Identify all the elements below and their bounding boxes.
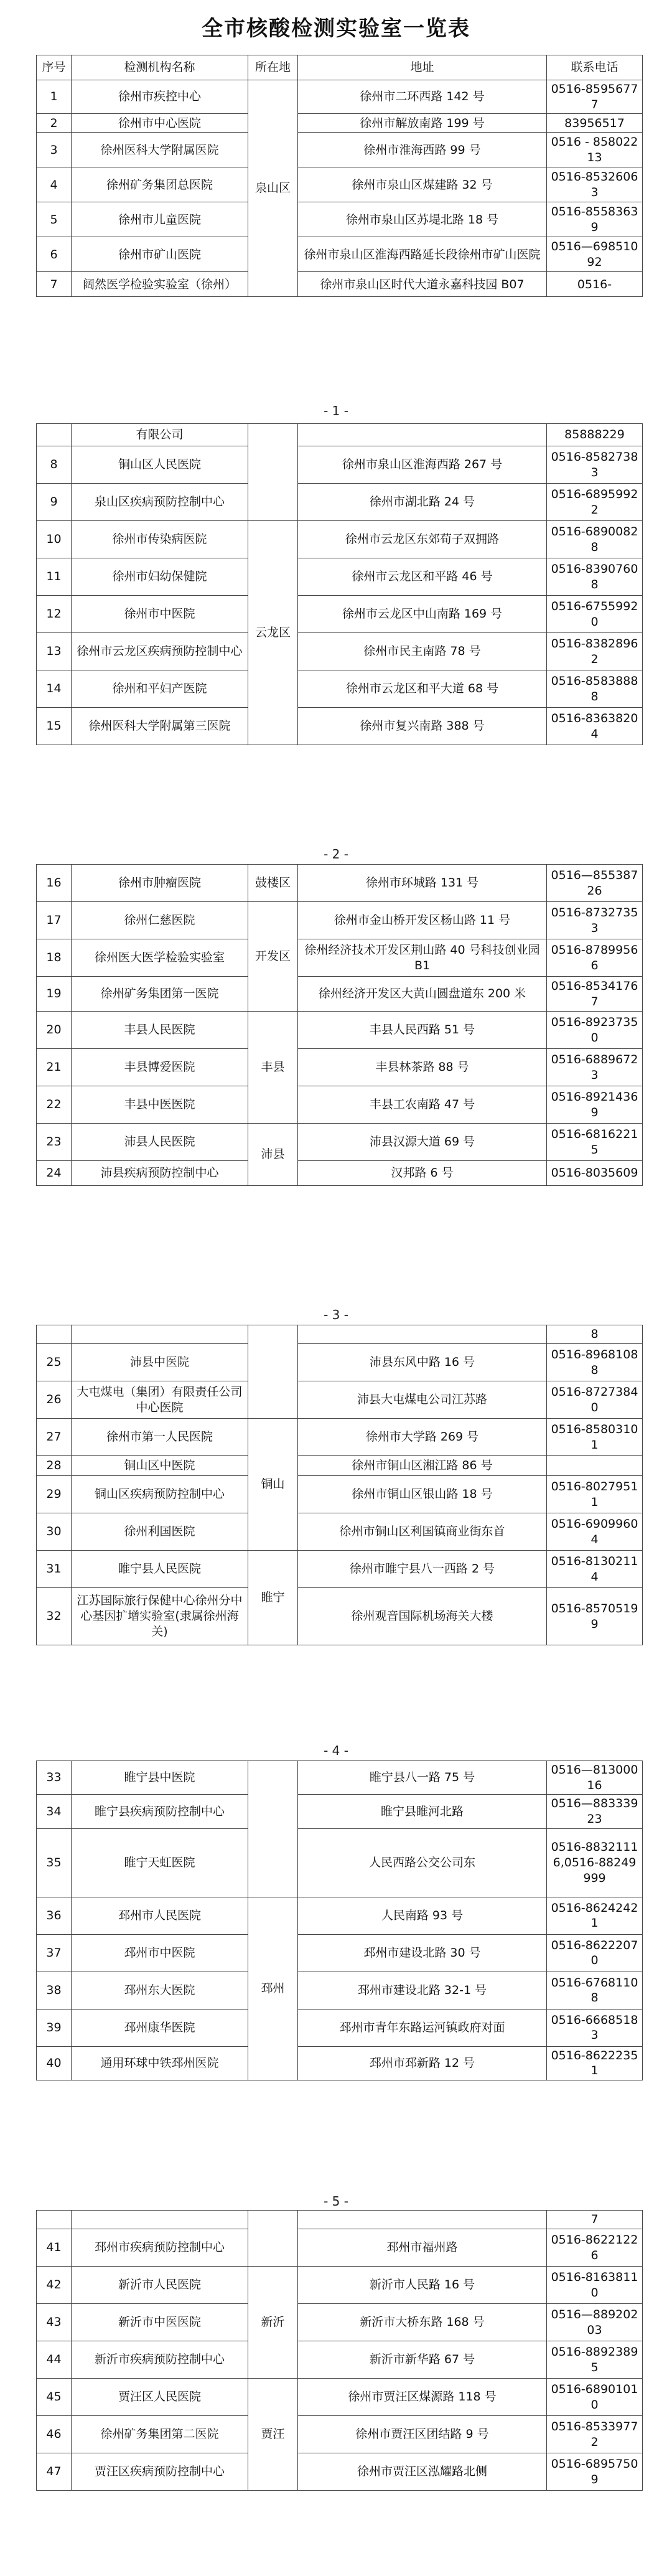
region-cell: 鼓楼区 <box>248 865 298 902</box>
table-row <box>37 1795 643 1828</box>
lab-table <box>36 2210 643 2491</box>
region-cell: 云龙区 <box>248 521 298 745</box>
row-number: 39 <box>37 2009 72 2046</box>
header-cell: 地址 <box>298 55 547 80</box>
table-row <box>37 1161 643 1186</box>
table-row <box>37 1325 643 1344</box>
address: 徐州市复兴南路 388 号 <box>298 708 547 745</box>
address: 新沂市人民路 16 号 <box>298 2267 547 2304</box>
table-row <box>37 2046 643 2080</box>
region-cell <box>248 2211 298 2267</box>
address: 丰县人民西路 51 号 <box>298 1012 547 1049</box>
phone-number: 0516-81302114 <box>547 1551 643 1588</box>
institution-name: 徐州医科大学附属第三医院 <box>72 708 248 745</box>
table-row <box>37 902 643 939</box>
institution-name: 丰县人民医院 <box>72 1012 248 1049</box>
table-row <box>37 1972 643 2009</box>
address: 徐州市泉山区淮海西路 267 号 <box>298 446 547 484</box>
table-section <box>36 55 642 297</box>
address: 沛县汉源大道 69 号 <box>298 1124 547 1161</box>
institution-name: 睢宁县人民医院 <box>72 1551 248 1588</box>
row-number <box>37 2211 72 2229</box>
row-number: 2 <box>37 114 72 133</box>
row-number: 38 <box>37 1972 72 2009</box>
table-header-row <box>37 55 643 80</box>
address: 邳州市福州路 <box>298 2229 547 2267</box>
institution-name: 江苏国际旅行保健中心徐州分中心基因扩增实验室(隶属徐州海关) <box>72 1588 248 1645</box>
row-number: 18 <box>37 939 72 977</box>
address: 徐州市贾汪区煤源路 118 号 <box>298 2379 547 2416</box>
address: 徐州市大学路 269 号 <box>298 1419 547 1456</box>
row-number: 16 <box>37 865 72 902</box>
phone-number <box>547 1456 643 1476</box>
phone-number: 0516-80279511 <box>547 1476 643 1513</box>
table-row <box>37 80 643 114</box>
row-number <box>37 1325 72 1344</box>
institution-name <box>72 1325 248 1344</box>
row-number: 40 <box>37 2046 72 2080</box>
row-number: 47 <box>37 2453 72 2491</box>
table-row <box>37 1513 643 1551</box>
row-number: 33 <box>37 1761 72 1795</box>
row-number: 43 <box>37 2304 72 2341</box>
lab-table <box>36 1760 643 2080</box>
header-cell: 联系电话 <box>547 55 643 80</box>
table-row <box>37 2341 643 2379</box>
table-row <box>37 2379 643 2416</box>
header-cell: 所在地 <box>248 55 298 80</box>
phone-number: 0516-85838888 <box>547 670 643 708</box>
region-cell: 铜山 <box>248 1419 298 1551</box>
row-number: 21 <box>37 1049 72 1086</box>
table-row <box>37 865 643 902</box>
institution-name: 新沂市中医医院 <box>72 2304 248 2341</box>
address: 丰县工农南路 47 号 <box>298 1086 547 1124</box>
address: 徐州市云龙区东郊荀子双拥路 <box>298 521 547 558</box>
lab-table <box>36 55 643 297</box>
phone-number: 0516-8035609 <box>547 1161 643 1186</box>
page-number: - 3 - <box>324 1307 348 1322</box>
table-row <box>37 237 643 272</box>
phone-number: 0516-83828962 <box>547 633 643 670</box>
address: 徐州市睢宁县八一西路 2 号 <box>298 1551 547 1588</box>
institution-name: 徐州医大医学检验实验室 <box>72 939 248 977</box>
phone-number: 0516-68900828 <box>547 521 643 558</box>
row-number: 45 <box>37 2379 72 2416</box>
address: 邳州市建设北路 32-1 号 <box>298 1972 547 2009</box>
row-number: 3 <box>37 133 72 167</box>
institution-name: 通用环球中铁邳州医院 <box>72 2046 248 2080</box>
institution-name: 徐州市妇幼保健院 <box>72 558 248 596</box>
address: 徐州经济开发区大黄山圆盘道东 200 米 <box>298 977 547 1012</box>
address: 人民南路 93 号 <box>298 1897 547 1934</box>
header-cell: 序号 <box>37 55 72 80</box>
row-number: 27 <box>37 1419 72 1456</box>
institution-name: 徐州市肿瘤医院 <box>72 865 248 902</box>
row-number: 8 <box>37 446 72 484</box>
phone-number: 0516-85705199 <box>547 1588 643 1645</box>
table-section <box>36 864 642 1186</box>
address: 人民西路公交公司东 <box>298 1828 547 1897</box>
region-cell <box>248 1325 298 1419</box>
phone-number: 0516-89681088 <box>547 1344 643 1381</box>
row-number: 24 <box>37 1161 72 1186</box>
row-number <box>37 424 72 446</box>
institution-name: 贾汪区疾病预防控制中心 <box>72 2453 248 2491</box>
phone-number: 0516-69099604 <box>547 1513 643 1551</box>
phone-number: 0516-87327353 <box>547 902 643 939</box>
region-cell <box>248 1761 298 1897</box>
row-number: 36 <box>37 1897 72 1934</box>
phone-number: 0516 - 85802213 <box>547 133 643 167</box>
phone-number: 85888229 <box>547 424 643 446</box>
address: 徐州市泉山区煤建路 32 号 <box>298 167 547 202</box>
institution-name: 大屯煤电（集团）有限责任公司中心医院 <box>72 1381 248 1419</box>
page-number: - 2 - <box>324 847 348 862</box>
address: 徐州市云龙区和平大道 68 号 <box>298 670 547 708</box>
row-number: 31 <box>37 1551 72 1588</box>
phone-number: 7 <box>547 2211 643 2229</box>
table-section <box>36 2210 642 2491</box>
phone-number: 0516-83638204 <box>547 708 643 745</box>
address: 邳州市建设北路 30 号 <box>298 1934 547 1972</box>
institution-name: 睢宁县中医院 <box>72 1761 248 1795</box>
address: 睢宁县睢河北路 <box>298 1795 547 1828</box>
institution-name: 沛县人民医院 <box>72 1124 248 1161</box>
phone-number: 0516—69851092 <box>547 237 643 272</box>
row-number: 44 <box>37 2341 72 2379</box>
phone-number: 0516-86221226 <box>547 2229 643 2267</box>
row-number: 12 <box>37 596 72 633</box>
institution-name: 徐州矿务集团总医院 <box>72 167 248 202</box>
region-cell: 邳州 <box>248 1897 298 2080</box>
table-row <box>37 1381 643 1419</box>
institution-name: 新沂市人民医院 <box>72 2267 248 2304</box>
table-row <box>37 633 643 670</box>
table-row <box>37 2211 643 2229</box>
address: 沛县大屯煤电公司江苏路 <box>298 1381 547 1419</box>
table-row <box>37 1419 643 1456</box>
phone-number: 0516-85341767 <box>547 977 643 1012</box>
phone-number: 0516-88321116,0516-88249999 <box>547 1828 643 1897</box>
address: 邳州市邳新路 12 号 <box>298 2046 547 2080</box>
phone-number: 0516-85956777 <box>547 80 643 114</box>
row-number: 30 <box>37 1513 72 1551</box>
page-number: - 4 - <box>324 1743 348 1758</box>
phone-number: 83956517 <box>547 114 643 133</box>
institution-name: 铜山区疾病预防控制中心 <box>72 1476 248 1513</box>
institution-name: 有限公司 <box>72 424 248 446</box>
institution-name: 丰县博爱医院 <box>72 1049 248 1086</box>
address: 徐州市泉山区淮海西路延长段徐州市矿山医院 <box>298 237 547 272</box>
institution-name: 徐州医科大学附属医院 <box>72 133 248 167</box>
table-row <box>37 2267 643 2304</box>
row-number: 5 <box>37 202 72 237</box>
table-row <box>37 558 643 596</box>
row-number: 1 <box>37 80 72 114</box>
lab-table <box>36 864 643 1186</box>
table-section <box>36 423 642 745</box>
region-cell <box>248 424 298 521</box>
row-number: 23 <box>37 1124 72 1161</box>
row-number: 37 <box>37 1934 72 1972</box>
address: 徐州市金山桥开发区杨山路 11 号 <box>298 902 547 939</box>
phone-number: 0516-85827383 <box>547 446 643 484</box>
table-row <box>37 446 643 484</box>
address: 汉邦路 6 号 <box>298 1161 547 1186</box>
page-number: - 1 - <box>324 403 348 418</box>
institution-name: 邳州康华医院 <box>72 2009 248 2046</box>
row-number: 17 <box>37 902 72 939</box>
row-number: 14 <box>37 670 72 708</box>
table-row <box>37 1551 643 1588</box>
table-row <box>37 596 643 633</box>
table-row <box>37 1049 643 1086</box>
phone-number: 0516-85583639 <box>547 202 643 237</box>
phone-number: 0516-67681108 <box>547 1972 643 2009</box>
institution-name: 泉山区疾病预防控制中心 <box>72 484 248 521</box>
phone-number: 0516-68896723 <box>547 1049 643 1086</box>
region-cell: 开发区 <box>248 902 298 1012</box>
address: 丰县林茶路 88 号 <box>298 1049 547 1086</box>
table-row <box>37 484 643 521</box>
phone-number: 0516—81300016 <box>547 1761 643 1795</box>
address: 徐州市贾汪区团结路 9 号 <box>298 2416 547 2453</box>
phone-number: 0516-87899566 <box>547 939 643 977</box>
row-number: 7 <box>37 272 72 297</box>
address: 徐州市泉山区苏堤北路 18 号 <box>298 202 547 237</box>
row-number: 34 <box>37 1795 72 1828</box>
table-row <box>37 1012 643 1049</box>
region-cell: 泉山区 <box>248 80 298 297</box>
phone-number: 0516-83907608 <box>547 558 643 596</box>
phone-number: 0516—88333923 <box>547 1795 643 1828</box>
table-row <box>37 2304 643 2341</box>
institution-name: 徐州市疾控中心 <box>72 80 248 114</box>
page-title: 全市核酸检测实验室一览表 <box>202 16 470 41</box>
phone-number: 0516-85339772 <box>547 2416 643 2453</box>
institution-name: 徐州仁慈医院 <box>72 902 248 939</box>
address: 徐州市环城路 131 号 <box>298 865 547 902</box>
phone-number: 0516-88923895 <box>547 2341 643 2379</box>
address: 徐州市云龙区中山南路 169 号 <box>298 596 547 633</box>
phone-number: 0516-66685183 <box>547 2009 643 2046</box>
row-number: 28 <box>37 1456 72 1476</box>
row-number: 15 <box>37 708 72 745</box>
row-number: 19 <box>37 977 72 1012</box>
row-number: 6 <box>37 237 72 272</box>
phone-number: 0516—88920203 <box>547 2304 643 2341</box>
phone-number: 0516-67559920 <box>547 596 643 633</box>
address: 徐州市铜山区湘江路 86 号 <box>298 1456 547 1476</box>
address <box>298 1325 547 1344</box>
table-row <box>37 1124 643 1161</box>
table-row <box>37 1897 643 1934</box>
header-cell: 检测机构名称 <box>72 55 248 80</box>
row-number: 32 <box>37 1588 72 1645</box>
page-number: - 5 - <box>324 2194 348 2209</box>
table-row <box>37 1934 643 1972</box>
phone-number: 0516-85326063 <box>547 167 643 202</box>
address: 徐州市铜山区银山路 18 号 <box>298 1476 547 1513</box>
table-row <box>37 521 643 558</box>
address: 徐州观音国际机场海关大楼 <box>298 1588 547 1645</box>
address: 邳州市青年东路运河镇政府对面 <box>298 2009 547 2046</box>
institution-name: 新沂市疾病预防控制中心 <box>72 2341 248 2379</box>
institution-name: 徐州市儿童医院 <box>72 202 248 237</box>
institution-name: 邳州市中医院 <box>72 1934 248 1972</box>
phone-number: 0516-81638110 <box>547 2267 643 2304</box>
table-row <box>37 670 643 708</box>
phone-number: 0516-68957509 <box>547 2453 643 2491</box>
institution-name: 徐州市传染病医院 <box>72 521 248 558</box>
address: 沛县东风中路 16 号 <box>298 1344 547 1381</box>
region-cell: 丰县 <box>248 1012 298 1124</box>
institution-name: 徐州矿务集团第一医院 <box>72 977 248 1012</box>
institution-name: 睢宁天虹医院 <box>72 1828 248 1897</box>
institution-name: 徐州和平妇产医院 <box>72 670 248 708</box>
lab-table <box>36 1325 643 1645</box>
table-row <box>37 272 643 297</box>
table-row <box>37 977 643 1012</box>
table-section <box>36 1760 642 2080</box>
phone-number: 0516-85803101 <box>547 1419 643 1456</box>
institution-name: 睢宁县疾病预防控制中心 <box>72 1795 248 1828</box>
address: 睢宁县八一路 75 号 <box>298 1761 547 1795</box>
institution-name: 邳州市人民医院 <box>72 1897 248 1934</box>
row-number: 22 <box>37 1086 72 1124</box>
table-row <box>37 1456 643 1476</box>
table-row <box>37 1588 643 1645</box>
institution-name: 徐州市云龙区疾病预防控制中心 <box>72 633 248 670</box>
phone-number: 0516-68162215 <box>547 1124 643 1161</box>
institution-name: 贾汪区人民医院 <box>72 2379 248 2416</box>
address: 新沂市大桥东路 168 号 <box>298 2304 547 2341</box>
institution-name: 丰县中医医院 <box>72 1086 248 1124</box>
row-number: 29 <box>37 1476 72 1513</box>
institution-name: 徐州市中医院 <box>72 596 248 633</box>
institution-name: 徐州市第一人民医院 <box>72 1419 248 1456</box>
phone-number: 0516-89214369 <box>547 1086 643 1124</box>
table-row <box>37 708 643 745</box>
institution-name: 阔然医学检验实验室（徐州） <box>72 272 248 297</box>
row-number: 9 <box>37 484 72 521</box>
institution-name: 沛县中医院 <box>72 1344 248 1381</box>
region-cell: 贾汪 <box>248 2379 298 2491</box>
institution-name: 铜山区中医院 <box>72 1456 248 1476</box>
address: 徐州市铜山区利国镇商业街东首 <box>298 1513 547 1551</box>
region-cell: 新沂 <box>248 2267 298 2379</box>
table-section <box>36 1325 642 1645</box>
institution-name: 徐州市中心医院 <box>72 114 248 133</box>
table-row <box>37 167 643 202</box>
phone-number: 0516-68901010 <box>547 2379 643 2416</box>
institution-name: 沛县疾病预防控制中心 <box>72 1161 248 1186</box>
institution-name: 徐州利国医院 <box>72 1513 248 1551</box>
address: 徐州市淮海西路 99 号 <box>298 133 547 167</box>
row-number: 13 <box>37 633 72 670</box>
institution-name <box>72 2211 248 2229</box>
address: 徐州市泉山区时代大道永嘉科技园 B07 <box>298 272 547 297</box>
address: 徐州市贾汪区泓耀路北侧 <box>298 2453 547 2491</box>
phone-number: 0516-86222070 <box>547 1934 643 1972</box>
institution-name: 邳州东大医院 <box>72 1972 248 2009</box>
row-number: 26 <box>37 1381 72 1419</box>
region-cell: 睢宁 <box>248 1551 298 1645</box>
row-number: 42 <box>37 2267 72 2304</box>
row-number: 25 <box>37 1344 72 1381</box>
region-cell: 沛县 <box>248 1124 298 1186</box>
address <box>298 2211 547 2229</box>
address: 徐州市解放南路 199 号 <box>298 114 547 133</box>
table-row <box>37 133 643 167</box>
table-row <box>37 1476 643 1513</box>
phone-number: 0516-86222351 <box>547 2046 643 2080</box>
phone-number: 0516-68959922 <box>547 484 643 521</box>
table-row <box>37 2229 643 2267</box>
lab-table <box>36 423 643 745</box>
address: 徐州市民主南路 78 号 <box>298 633 547 670</box>
table-row <box>37 114 643 133</box>
row-number: 10 <box>37 521 72 558</box>
address: 徐州经济技术开发区荆山路 40 号科技创业园 B1 <box>298 939 547 977</box>
phone-number: 0516—85538726 <box>547 865 643 902</box>
row-number: 46 <box>37 2416 72 2453</box>
row-number: 4 <box>37 167 72 202</box>
table-row <box>37 424 643 446</box>
address <box>298 424 547 446</box>
phone-number: 0516-86242421 <box>547 1897 643 1934</box>
table-row <box>37 2416 643 2453</box>
table-row <box>37 1761 643 1795</box>
row-number: 35 <box>37 1828 72 1897</box>
institution-name: 铜山区人民医院 <box>72 446 248 484</box>
row-number: 20 <box>37 1012 72 1049</box>
phone-number: 0516-89237350 <box>547 1012 643 1049</box>
table-row <box>37 202 643 237</box>
address: 新沂市新华路 67 号 <box>298 2341 547 2379</box>
phone-number: 8 <box>547 1325 643 1344</box>
address: 徐州市二环西路 142 号 <box>298 80 547 114</box>
phone-number: 0516-87273840 <box>547 1381 643 1419</box>
institution-name: 徐州市矿山医院 <box>72 237 248 272</box>
phone-number: 0516- <box>547 272 643 297</box>
row-number: 11 <box>37 558 72 596</box>
table-row <box>37 1344 643 1381</box>
address: 徐州市云龙区和平路 46 号 <box>298 558 547 596</box>
institution-name: 徐州矿务集团第二医院 <box>72 2416 248 2453</box>
address: 徐州市湖北路 24 号 <box>298 484 547 521</box>
table-row <box>37 2009 643 2046</box>
institution-name: 邳州市疾病预防控制中心 <box>72 2229 248 2267</box>
table-row <box>37 1828 643 1897</box>
table-row <box>37 1086 643 1124</box>
table-row <box>37 2453 643 2491</box>
row-number: 41 <box>37 2229 72 2267</box>
table-row <box>37 939 643 977</box>
